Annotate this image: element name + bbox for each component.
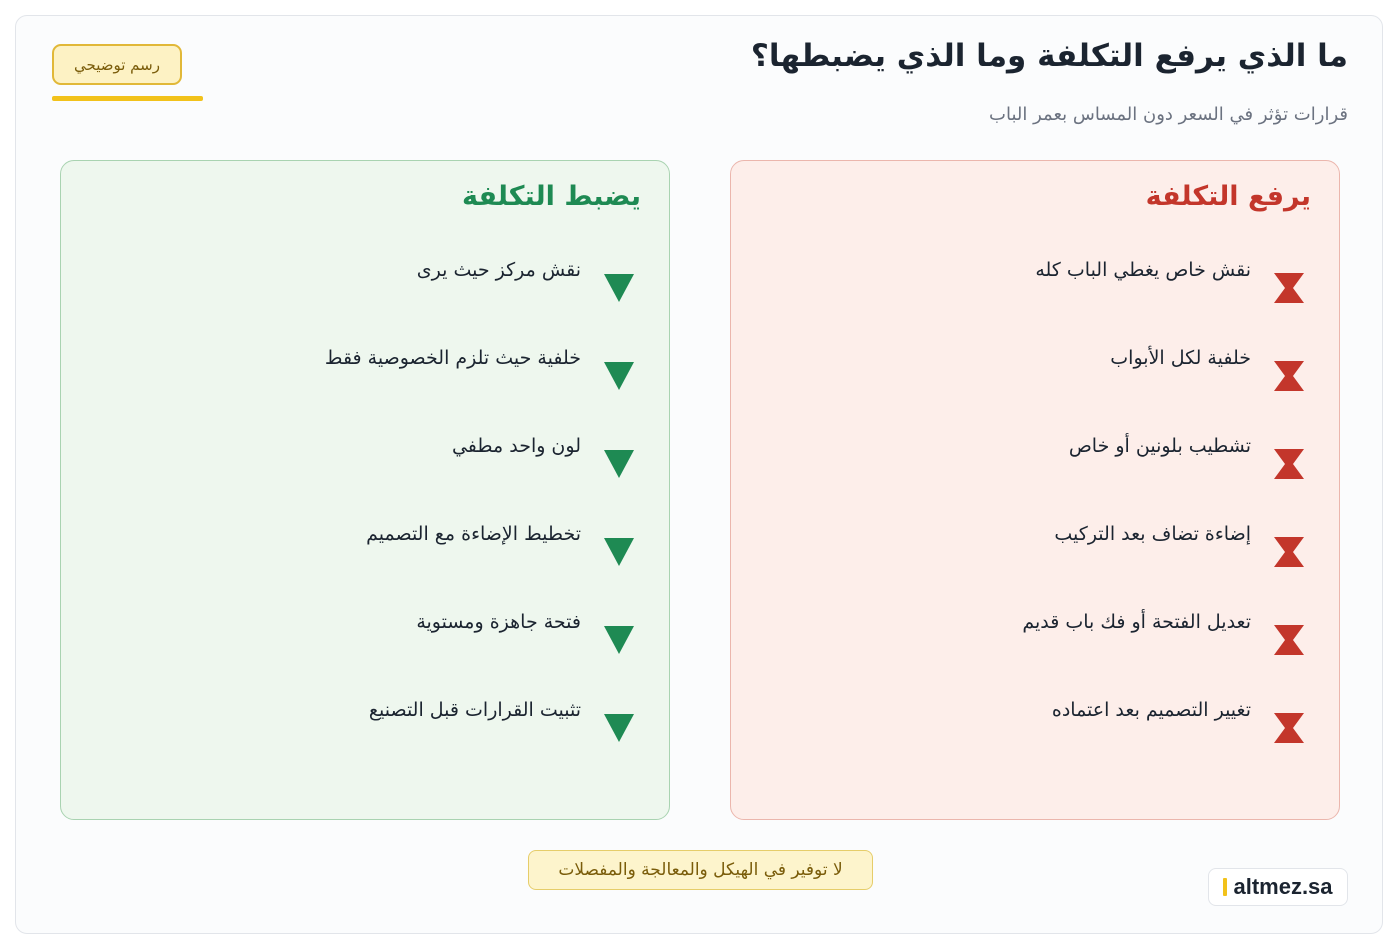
- list-item: خلفية حيث تلزم الخصوصية فقط: [324, 347, 581, 369]
- triangle-down-icon: [601, 447, 637, 481]
- raise-cost-panel: [730, 160, 1340, 820]
- list-item: نقش خاص يغطي الباب كله: [1035, 259, 1251, 281]
- list-item: خلفية لكل الأبواب: [1110, 347, 1251, 369]
- triangle-down-icon: [601, 711, 637, 745]
- triangle-down-icon: [601, 535, 637, 569]
- list-item: نقش مركز حيث يرى: [416, 259, 581, 281]
- list-item: تعديل الفتحة أو فك باب قديم: [1022, 611, 1251, 633]
- badge-underline: [52, 96, 203, 101]
- triangle-down-icon: [601, 623, 637, 657]
- brand-logo: [1208, 868, 1348, 906]
- illustration-badge: رسم توضيحي: [52, 44, 182, 85]
- raise-cost-heading: يرفع التكلفة: [1145, 181, 1311, 212]
- control-cost-panel: [60, 160, 670, 820]
- triangle-down-icon: [601, 359, 637, 393]
- list-item: تثبيت القرارات قبل التصنيع: [368, 699, 581, 721]
- list-item: إضاءة تضاف بعد التركيب: [1054, 523, 1251, 545]
- page-subtitle: قرارات تؤثر في السعر دون المساس بعمر الباب: [989, 104, 1348, 125]
- logo-accent-bar: [1223, 878, 1227, 896]
- logo-text: altmez.sa: [1233, 874, 1333, 899]
- hourglass-icon: [1271, 535, 1307, 569]
- page-title: ما الذي يرفع التكلفة وما الذي يضبطها؟: [750, 38, 1348, 74]
- hourglass-icon: [1271, 447, 1307, 481]
- triangle-down-icon: [601, 271, 637, 305]
- hourglass-icon: [1271, 271, 1307, 305]
- list-item: تخطيط الإضاءة مع التصميم: [366, 523, 581, 545]
- hourglass-icon: [1271, 623, 1307, 657]
- hourglass-icon: [1271, 711, 1307, 745]
- hourglass-icon: [1271, 359, 1307, 393]
- control-cost-heading: يضبط التكلفة: [461, 181, 641, 212]
- list-item: تغيير التصميم بعد اعتماده: [1051, 699, 1251, 721]
- list-item: لون واحد مطفي: [451, 435, 581, 457]
- list-item: تشطيب بلونين أو خاص: [1068, 435, 1251, 457]
- list-item: فتحة جاهزة ومستوية: [416, 611, 581, 633]
- no-savings-note: لا توفير في الهيكل والمعالجة والمفصلات: [528, 850, 873, 890]
